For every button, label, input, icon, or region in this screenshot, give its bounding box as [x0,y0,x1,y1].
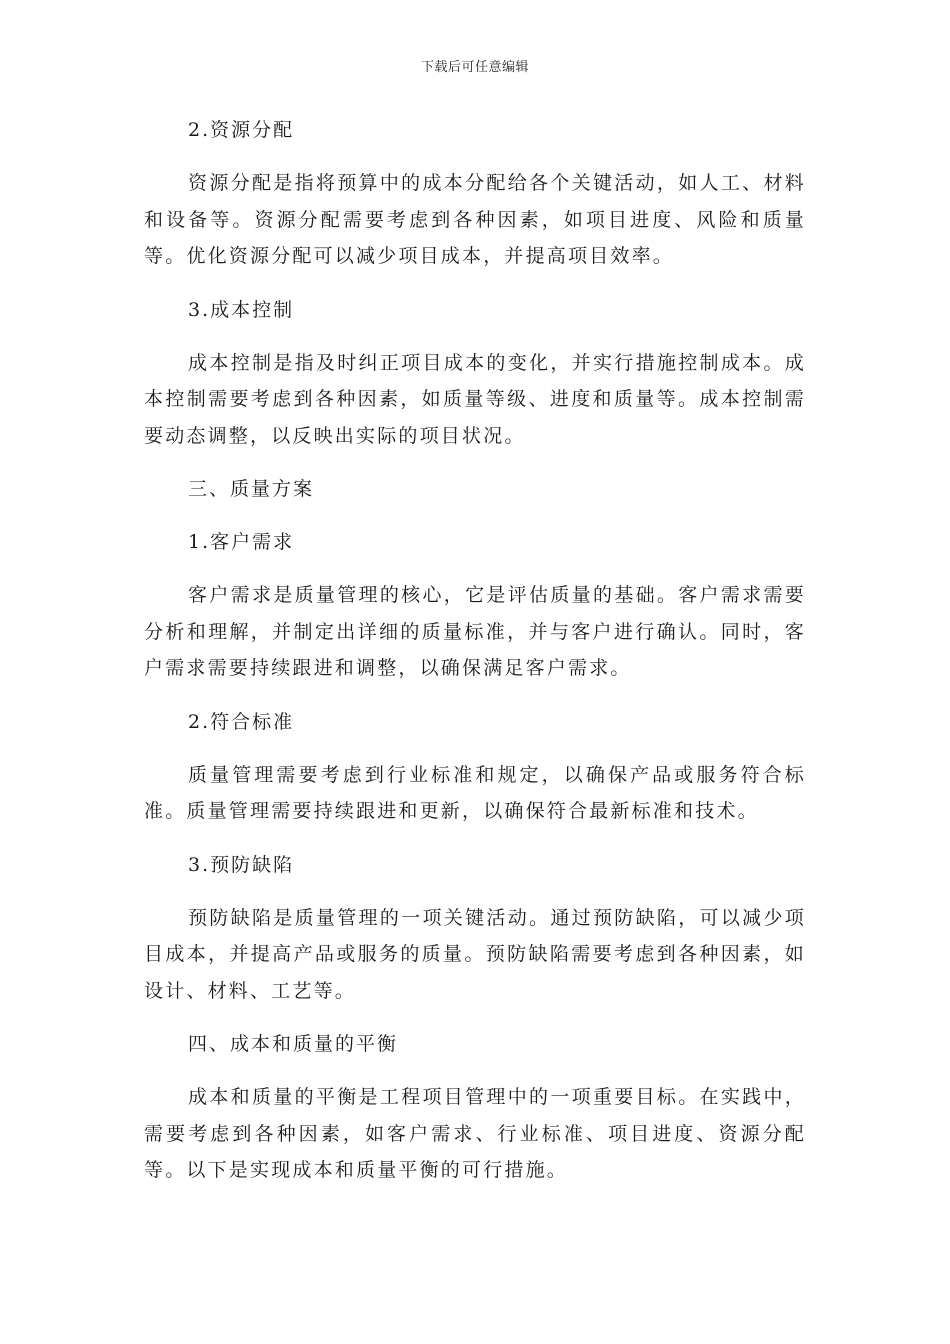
section-heading-customer-requirements: 1.客户需求 [188,531,295,553]
page-header-note: 下载后可任意编辑 [420,60,529,75]
section-heading-prevent-defects: 3.预防缺陷 [188,853,295,876]
paragraph-customer-requirements: 客户需求是质量管理的核心，它是评估质量的基础。客户需求需要分析和理解，并制定出详细的质量标准，并与客户进行确认。同时，客户需求需要持续跟进和调整，以确保满足客户需求。 [144,584,806,679]
document-body [144,112,806,1189]
chapter-heading-quality-plan: 三、质量方案 [188,478,315,500]
chapter-heading-cost-quality-balance: 四、成本和质量的平衡 [188,1033,399,1055]
section-heading-meet-standards: 2.符合标准 [188,710,295,733]
paragraph-cost-quality-balance: 成本和质量的平衡是工程项目管理中的一项重要目标。在实践中，需要考虑到各种因素，如客户需求、行业标准、项目进度、资源分配等。以下是实现成本和质量平衡的可行措施。 [144,1086,806,1181]
section-heading-resource-allocation: 2.资源分配 [188,119,295,141]
paragraph-meet-standards: 质量管理需要考虑到行业标准和规定，以确保产品或服务符合标准。质量管理需要持续跟进和更新，以确保符合最新标准和技术。 [144,763,806,822]
paragraph-cost-control: 成本控制是指及时纠正项目成本的变化，并实行措施控制成本。成本控制需要考虑到各种因素，如质量等级、进度和质量等。成本控制需要动态调整，以反映出实际的项目状况。 [144,351,806,447]
paragraph-resource-allocation: 资源分配是指将预算中的成本分配给各个关键活动，如人工、材料和设备等。资源分配需要考虑到各种因素，如项目进度、风险和质量等。优化资源分配可以减少项目成本，并提高项目效率。 [144,172,806,267]
paragraph-prevent-defects: 预防缺陷是质量管理的一项关键活动。通过预防缺陷，可以减少项目成本，并提高产品或服务的质量。预防缺陷需要考虑到各种因素，如设计、材料、工艺等。 [144,906,806,1002]
section-heading-cost-control: 3.成本控制 [188,298,295,321]
